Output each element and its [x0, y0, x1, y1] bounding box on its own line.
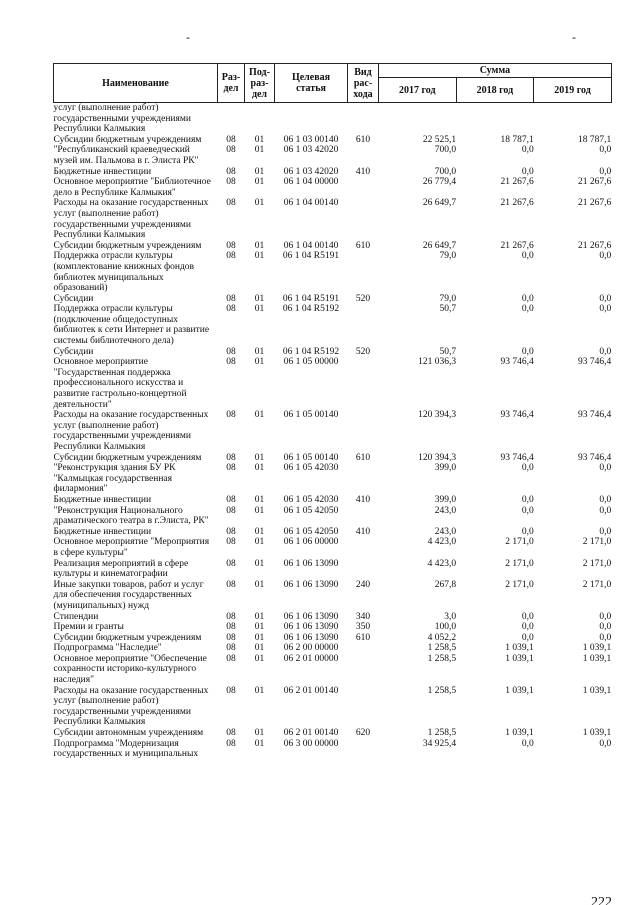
cell-razdel: 08: [226, 346, 236, 357]
cell-expense-type: [348, 739, 379, 760]
cell-2018: 0,0: [521, 145, 534, 156]
cell-2019: 0,0: [599, 505, 612, 516]
cell-podrazdel: 01: [254, 177, 265, 188]
cell-expense-type: 350: [355, 622, 371, 633]
cell-2017: 22 525,1: [422, 134, 457, 145]
cell-2018: 93 746,4: [500, 357, 534, 368]
cell-name: Бюджетные инвестиции: [53, 526, 152, 537]
cell-2019: 1 039,1: [582, 728, 612, 739]
cell-podrazdel: 01: [254, 738, 265, 749]
cell-target-article: 06 1 04 R5192: [282, 346, 340, 357]
cell-name: Бюджетные инвестиции: [53, 494, 152, 505]
cell-expense-type: [348, 251, 379, 293]
cell-podrazdel: 01: [254, 685, 265, 696]
cell-target-article: 06 1 06 00000: [283, 537, 339, 548]
cell-expense-type: 610: [355, 240, 371, 251]
cell-target-article: 06 1 06 13090: [283, 558, 339, 569]
cell-target-article: 06 1 04 00000: [283, 177, 339, 188]
table-row: [54, 304, 612, 346]
cell-target-article: 06 1 05 42030: [283, 463, 339, 474]
cell-razdel: 08: [226, 134, 236, 145]
cell-expense-type: [348, 304, 379, 346]
cell-podrazdel: 01: [254, 622, 265, 633]
table-row: [54, 527, 612, 538]
cell-2019: 2 171,0: [582, 558, 612, 569]
cell-name: Подпрограмма "Модернизация государственных и муниципальных: [53, 738, 199, 760]
cell-2019: 0,0: [599, 463, 612, 474]
cell-2018: 0,0: [521, 166, 534, 177]
table-header: [54, 64, 612, 103]
cell-2017: 243,0: [434, 505, 457, 516]
cell-name: Поддержка отрасли культуры (подключение общедоступных библиотек к сети Интернет и развитие системы библиотечного дела): [53, 304, 210, 347]
cell-expense-type: 410: [355, 494, 371, 505]
cell-podrazdel: 01: [254, 357, 265, 368]
cell-target-article: 06 1 03 42020: [283, 145, 339, 156]
table-row: [54, 537, 612, 558]
cell-expense-type: 610: [355, 452, 371, 463]
cell-expense-type: [348, 103, 379, 135]
cell-razdel: 08: [226, 251, 236, 262]
cell-2019: 21 267,6: [578, 240, 612, 251]
cell-podrazdel: 01: [254, 293, 265, 304]
cell-2018: 2 171,0: [505, 537, 534, 548]
cell-name: Основное мероприятие "Мероприятия в сфере культуры": [53, 537, 210, 558]
cell-2019: 0,0: [599, 251, 612, 262]
cell-2019: 93 746,4: [578, 410, 612, 421]
cell-name: Стипендии: [53, 611, 99, 622]
cell-2019: 0,0: [599, 304, 612, 315]
cell-podrazdel: 01: [254, 611, 265, 622]
cell-2018: 0,0: [521, 346, 534, 357]
cell-2019: 1 039,1: [582, 643, 612, 654]
cell-podrazdel: 01: [254, 198, 265, 209]
cell-razdel: 08: [226, 494, 236, 505]
cell-2019: 0,0: [599, 166, 612, 177]
cell-2018: 0,0: [521, 622, 534, 633]
cell-razdel: 08: [226, 198, 236, 209]
cell-expense-type: [348, 559, 379, 580]
cell-name: Субсидии бюджетным учреждениям: [53, 240, 202, 251]
cell-2018: 21 267,6: [500, 198, 534, 209]
cell-name: Субсидии автономным учреждениям: [53, 728, 204, 739]
cell-2017: 120 394,3: [418, 452, 457, 463]
cell-target-article: 06 3 00 00000: [283, 738, 339, 749]
cell-target-article: 06 1 05 42050: [283, 526, 339, 537]
cell-2017: 243,0: [434, 526, 457, 537]
cell-2019: 21 267,6: [578, 177, 612, 188]
cell-2017: 267,8: [434, 579, 457, 590]
table-row: [54, 654, 612, 686]
cell-name: Подпрограмма "Наследие": [53, 643, 162, 654]
cell-razdel: 08: [226, 357, 236, 368]
cell-podrazdel: 01: [254, 251, 265, 262]
cell-2017: 700,0: [434, 166, 457, 177]
cell-2019: 0,0: [599, 526, 612, 537]
cell-name: Иные закупки товаров, работ и услуг для обеспечения государственных (муниципальных) нужд: [53, 579, 204, 611]
cell-razdel: 08: [226, 611, 236, 622]
cell-podrazdel: 01: [254, 304, 265, 315]
cell-expense-type: 620: [355, 728, 371, 739]
cell-2019: 0,0: [599, 145, 612, 156]
cell-name: Поддержка отрасли культуры (комплектование книжных фондов библиотек муниципальных образований): [53, 251, 195, 294]
cell-2018: [456, 103, 534, 135]
table-row: [54, 347, 612, 358]
table-row: [54, 612, 612, 623]
cell-razdel: 08: [226, 579, 236, 590]
cell-expense-type: 340: [355, 611, 371, 622]
cell-razdel: 08: [226, 240, 236, 251]
cell-2018: 1 039,1: [505, 685, 534, 696]
cell-name: Субсидии: [53, 293, 94, 304]
cell-2017: 79,0: [439, 251, 457, 262]
cell-2019: 2 171,0: [582, 579, 612, 590]
cell-razdel: 08: [226, 728, 236, 739]
cell-name: Расходы на оказание государственных услуг (выполнение работ) государственными учреждениями Республики Калмыкия: [53, 410, 209, 452]
cell-target-article: 06 1 04 00140: [283, 198, 339, 209]
table-row: [54, 453, 612, 464]
budget-table: [53, 63, 612, 760]
cell-expense-type: 410: [355, 166, 371, 177]
table-row: [54, 103, 612, 135]
cell-2017: 700,0: [434, 145, 457, 156]
cell-2019: 0,0: [599, 346, 612, 357]
cell-2017: 4 052,2: [427, 632, 457, 643]
cell-target-article: 06 2 01 00000: [283, 653, 339, 664]
table-row: [54, 135, 612, 146]
cell-2018: 1 039,1: [505, 653, 534, 664]
cell-razdel: 08: [226, 558, 236, 569]
cell-2019: 1 039,1: [582, 685, 612, 696]
table-row: [54, 739, 612, 760]
header-2018: 2018 год: [456, 78, 534, 103]
cell-razdel: 08: [226, 537, 236, 548]
cell-expense-type: [348, 506, 379, 527]
cell-podrazdel: 01: [254, 728, 265, 739]
cell-expense-type: [348, 177, 379, 198]
cell-podrazdel: 01: [254, 410, 265, 421]
cell-2018: 2 171,0: [505, 579, 534, 590]
cell-razdel: 08: [226, 643, 236, 654]
cell-expense-type: 520: [355, 293, 371, 304]
cell-podrazdel: 01: [254, 505, 265, 516]
cell-expense-type: [348, 145, 379, 166]
cell-2017: 34 925,4: [422, 738, 457, 749]
cell-2018: 0,0: [521, 738, 534, 749]
cell-expense-type: [348, 463, 379, 495]
header-name: Наименование: [54, 64, 218, 103]
cell-2018: 0,0: [521, 494, 534, 505]
header-razdel: Раз-дел: [218, 64, 245, 103]
table-row: [54, 241, 612, 252]
cell-name: Расходы на оказание государственных услуг (выполнение работ) государственными учреждениями Республики Калмыкия: [53, 685, 209, 728]
cell-2019: 2 171,0: [582, 537, 612, 548]
cell-name: "Республиканский краеведческий музей им. Пальмова в г. Элиста РК": [53, 145, 199, 166]
cell-name: "Реконструкция здания БУ РК "Калмыцкая государственная филармония": [53, 463, 176, 495]
cell-podrazdel: 01: [254, 240, 265, 251]
cell-2018: 0,0: [521, 632, 534, 643]
cell-razdel: 08: [226, 166, 236, 177]
cell-2018: 0,0: [521, 505, 534, 516]
cell-2018: 21 267,6: [500, 177, 534, 188]
cell-razdel: 08: [226, 177, 236, 188]
cell-name: Основное мероприятие "Обеспечение сохранности историко-культурного наследия": [53, 653, 207, 686]
cell-name: Субсидии: [53, 346, 94, 357]
cell-target-article: 06 1 06 13090: [283, 579, 339, 590]
table-row: [54, 643, 612, 654]
cell-podrazdel: 01: [254, 452, 265, 463]
table-row: [54, 495, 612, 506]
cell-razdel: 08: [226, 304, 236, 315]
cell-2017: 1 258,5: [427, 643, 457, 654]
cell-target-article: 06 1 04 R5192: [282, 304, 340, 315]
cell-expense-type: 520: [355, 346, 371, 357]
cell-name: "Реконструкция Национального драматического театра в г.Элиста, РК": [53, 505, 209, 527]
cell-2017: 50,7: [439, 346, 457, 357]
cell-target-article: 06 1 04 R5191: [282, 293, 340, 304]
cell-expense-type: [348, 686, 379, 728]
cell-target-article: 06 1 05 42050: [283, 505, 339, 516]
cell-expense-type: 240: [355, 579, 371, 590]
cell-2019: 93 746,4: [578, 357, 612, 368]
cell-target-article: 06 1 04 00140: [283, 240, 339, 251]
cell-2019: 0,0: [599, 494, 612, 505]
cell-razdel: 08: [226, 463, 236, 474]
cell-name: Основное мероприятие "Библиотечное дело в Республике Калмыкия": [53, 177, 211, 198]
cell-target-article: 06 1 05 00140: [283, 410, 339, 421]
cell-podrazdel: 01: [254, 579, 265, 590]
cell-name: Субсидии бюджетным учреждениям: [53, 134, 202, 145]
cell-podrazdel: 01: [254, 346, 265, 357]
cell-expense-type: [348, 198, 379, 240]
cell-name: Реализация мероприятий в сфере культуры и кинематографии: [53, 558, 189, 580]
header-2019: 2019 год: [534, 78, 612, 103]
cell-2018: 2 171,0: [505, 558, 534, 569]
cell-2017: 26 779,4: [422, 177, 457, 188]
cell-2018: 0,0: [521, 293, 534, 304]
cell-2018: 0,0: [521, 526, 534, 537]
cell-target-article: 06 1 05 00000: [283, 357, 339, 368]
cell-razdel: 08: [226, 685, 236, 696]
cell-podrazdel: 01: [254, 134, 265, 145]
table-row: [54, 177, 612, 198]
cell-podrazdel: 01: [254, 494, 265, 505]
cell-razdel: 08: [226, 410, 236, 421]
cell-2017: 50,7: [439, 304, 457, 315]
table-row: [54, 463, 612, 495]
header-expense-type: Вид рас-хода: [348, 64, 379, 103]
cell-podrazdel: 01: [254, 166, 265, 177]
cell-name: Бюджетные инвестиции: [53, 166, 152, 177]
table-row: [54, 167, 612, 178]
cell-target-article: [275, 103, 348, 135]
cell-expense-type: [348, 643, 379, 654]
cell-2019: 21 267,6: [578, 198, 612, 209]
cell-2019: 0,0: [599, 632, 612, 643]
cell-expense-type: [348, 357, 379, 410]
cell-2017: 399,0: [434, 494, 457, 505]
cell-razdel: 08: [226, 632, 236, 643]
cell-expense-type: [348, 537, 379, 558]
cell-name: Расходы на оказание государственных услуг (выполнение работ) государственными учреждениями Республики Калмыкия: [53, 198, 209, 241]
cell-expense-type: [348, 654, 379, 686]
cell-2018: 0,0: [521, 463, 534, 474]
cell-razdel: 08: [226, 622, 236, 633]
cell-name: Субсидии бюджетным учреждениям: [53, 452, 202, 463]
header-2017: 2017 год: [379, 78, 457, 103]
cell-podrazdel: 01: [254, 526, 265, 537]
cell-expense-type: 610: [355, 134, 371, 145]
cell-razdel: [218, 103, 245, 135]
cell-2017: 100,0: [434, 622, 457, 633]
table-row: [54, 622, 612, 633]
cell-podrazdel: 01: [254, 145, 265, 156]
cell-target-article: 06 2 01 00140: [283, 685, 339, 696]
cell-2017: 79,0: [439, 293, 457, 304]
cell-2017: 4 423,0: [427, 558, 457, 569]
cell-razdel: 08: [226, 452, 236, 463]
header-sum: Сумма: [379, 64, 612, 78]
cell-target-article: 06 1 04 R5191: [282, 251, 340, 262]
cell-podrazdel: 01: [254, 537, 265, 548]
cell-2019: 93 746,4: [578, 452, 612, 463]
table-row: [54, 251, 612, 293]
cell-podrazdel: 01: [254, 632, 265, 643]
cell-target-article: 06 2 00 00000: [283, 643, 339, 654]
table-row: [54, 145, 612, 166]
cell-2019: 0,0: [599, 611, 612, 622]
table-row: [54, 198, 612, 240]
cell-2017: [379, 103, 457, 135]
top-mark-left: -: [186, 30, 190, 44]
cell-expense-type: [348, 410, 379, 452]
header-podrazdel: Под-раз-дел: [245, 64, 275, 103]
cell-target-article: 06 1 03 42020: [283, 166, 339, 177]
cell-target-article: 06 1 06 13090: [283, 632, 339, 643]
table-row: [54, 506, 612, 527]
cell-2018: 1 039,1: [505, 728, 534, 739]
cell-2017: 26 649,7: [422, 198, 457, 209]
table-row: [54, 728, 612, 739]
cell-2019: 0,0: [599, 622, 612, 633]
cell-2019: 0,0: [599, 738, 612, 749]
cell-razdel: 08: [226, 653, 236, 664]
table-row: [54, 294, 612, 305]
cell-name: услуг (выполнение работ) государственными учреждениями Республики Калмыкия: [53, 103, 191, 135]
cell-razdel: 08: [226, 526, 236, 537]
cell-razdel: 08: [226, 145, 236, 156]
cell-2017: 4 423,0: [427, 537, 457, 548]
page-number: 222: [591, 896, 612, 905]
cell-target-article: 06 1 06 13090: [283, 622, 339, 633]
cell-target-article: 06 1 05 42030: [283, 494, 339, 505]
cell-name: Субсидии бюджетным учреждениям: [53, 632, 202, 643]
top-mark-right: -: [572, 30, 576, 44]
cell-target-article: 06 1 03 00140: [283, 134, 339, 145]
table-row: [54, 357, 612, 410]
cell-2017: 3,0: [444, 611, 457, 622]
table-body: [54, 103, 612, 760]
cell-2017: 120 394,3: [418, 410, 457, 421]
cell-target-article: 06 2 01 00140: [283, 728, 339, 739]
cell-podrazdel: 01: [254, 463, 265, 474]
cell-2017: 121 036,3: [418, 357, 457, 368]
cell-2019: 0,0: [599, 293, 612, 304]
cell-target-article: 06 1 05 00140: [283, 452, 339, 463]
cell-name: Основное мероприятие "Государственная поддержка профессионального искусства и развитие гастрольно-концертной деятельности": [53, 357, 187, 410]
cell-2018: 93 746,4: [500, 452, 534, 463]
cell-razdel: 08: [226, 738, 236, 749]
cell-2019: 1 039,1: [582, 653, 612, 664]
table-row: [54, 686, 612, 728]
cell-2017: 399,0: [434, 463, 457, 474]
cell-2017: 1 258,5: [427, 728, 457, 739]
table-row: [54, 633, 612, 644]
cell-name: Премии и гранты: [53, 622, 124, 633]
cell-podrazdel: 01: [254, 643, 265, 654]
cell-podrazdel: [245, 103, 275, 135]
cell-2018: 21 267,6: [500, 240, 534, 251]
table-row: [54, 580, 612, 612]
cell-2019: 18 787,1: [578, 134, 612, 145]
cell-target-article: 06 1 06 13090: [283, 611, 339, 622]
cell-expense-type: 610: [355, 632, 371, 643]
cell-2017: 1 258,5: [427, 685, 457, 696]
cell-2018: 93 746,4: [500, 410, 534, 421]
cell-2018: 0,0: [521, 611, 534, 622]
cell-podrazdel: 01: [254, 558, 265, 569]
cell-razdel: 08: [226, 293, 236, 304]
cell-2018: 18 787,1: [500, 134, 534, 145]
header-target-article: Целевая статья: [275, 64, 348, 103]
table-row: [54, 559, 612, 580]
cell-2017: 1 258,5: [427, 653, 457, 664]
cell-expense-type: 410: [355, 526, 371, 537]
cell-2019: [534, 103, 612, 135]
cell-razdel: 08: [226, 505, 236, 516]
cell-2018: 0,0: [521, 251, 534, 262]
cell-2018: 0,0: [521, 304, 534, 315]
cell-2017: 26 649,7: [422, 240, 457, 251]
cell-podrazdel: 01: [254, 653, 265, 664]
table-row: [54, 410, 612, 452]
cell-2018: 1 039,1: [505, 643, 534, 654]
